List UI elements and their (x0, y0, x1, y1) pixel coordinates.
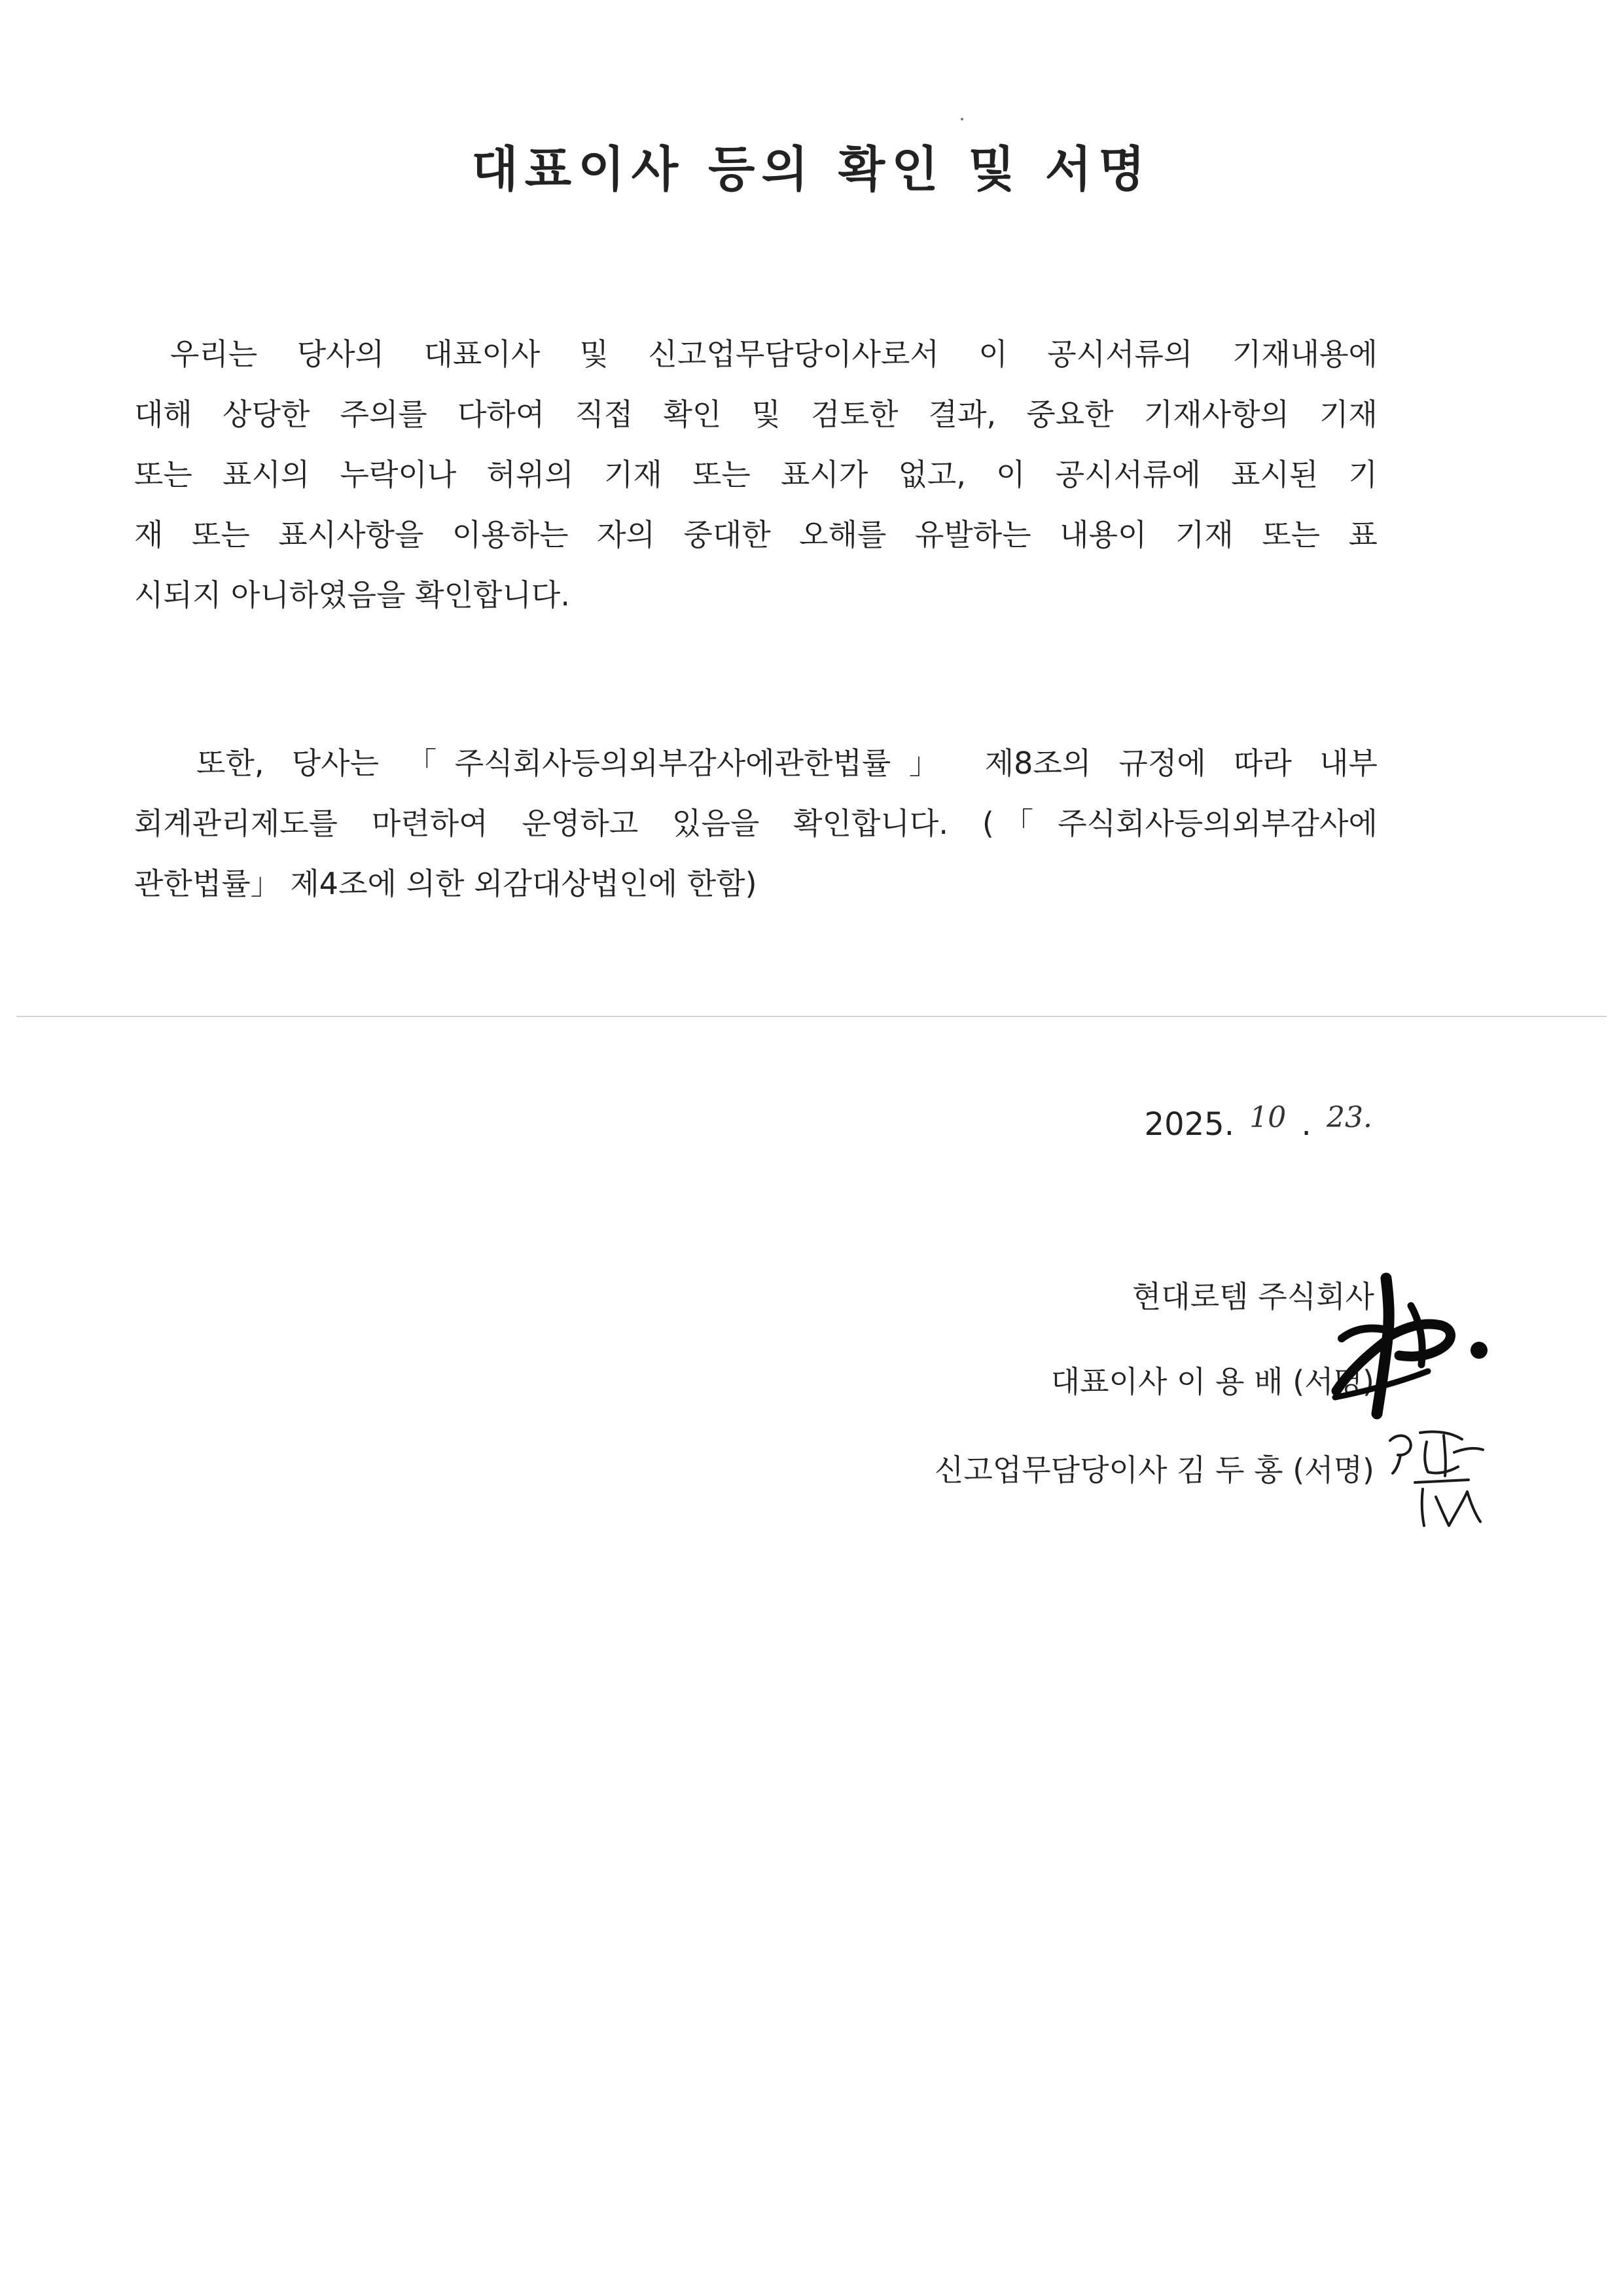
paragraph-line: 또한, 당사는 「주식회사등의외부감사에관한법률」 제8조의 규정에 따라 내부 (196, 745, 1378, 781)
paragraph-line: 관한법률」 제4조에 의한 외감대상법인에 한함) (134, 866, 757, 901)
date-month-handwritten: 10 (1249, 1101, 1287, 1134)
internal-control-paragraph (134, 733, 1378, 914)
date-year: 2025. (1144, 1106, 1234, 1143)
paragraph-line: 회계관리제도를 마련하여 운영하고 있음을 확인합니다. (「주식회사등의외부감사에 (134, 806, 1378, 841)
scan-speck (961, 118, 963, 120)
paragraph-line: 우리는 당사의 대표이사 및 신고업무담당이사로서 이 공시서류의 기재내용에 (170, 336, 1378, 372)
company-name: 현대로템 주식회사 (1132, 1279, 1374, 1314)
paragraph-line: 대해 상당한 주의를 다하여 직접 확인 및 검토한 결과, 중요한 기재사항의 기재 (134, 397, 1378, 432)
date-day-handwritten: 23. (1327, 1101, 1372, 1134)
paragraph-line: 재 또는 표시사항을 이용하는 자의 중대한 오해를 유발하는 내용이 기재 또는 표 (134, 517, 1378, 552)
date-separator: . (1301, 1106, 1311, 1143)
officer-handwritten-signature (1381, 1424, 1512, 1532)
document-title: 대표이사 등의 확인 및 서명 (471, 141, 1152, 198)
confirmation-paragraph (134, 324, 1378, 625)
paragraph-line: 시되지 아니하였음을 확인합니다. (134, 577, 570, 613)
officer-signatory: 신고업무담당이사 김 두 홍 (서명) (934, 1452, 1374, 1488)
signing-date (1144, 1101, 1378, 1143)
fold-line (16, 1016, 1607, 1017)
paragraph-line: 또는 표시의 누락이나 허위의 기재 또는 표시가 없고, 이 공시서류에 표시된 기 (134, 457, 1378, 492)
ceo-signatory: 대표이사 이 용 배 (서명) (1050, 1364, 1374, 1399)
